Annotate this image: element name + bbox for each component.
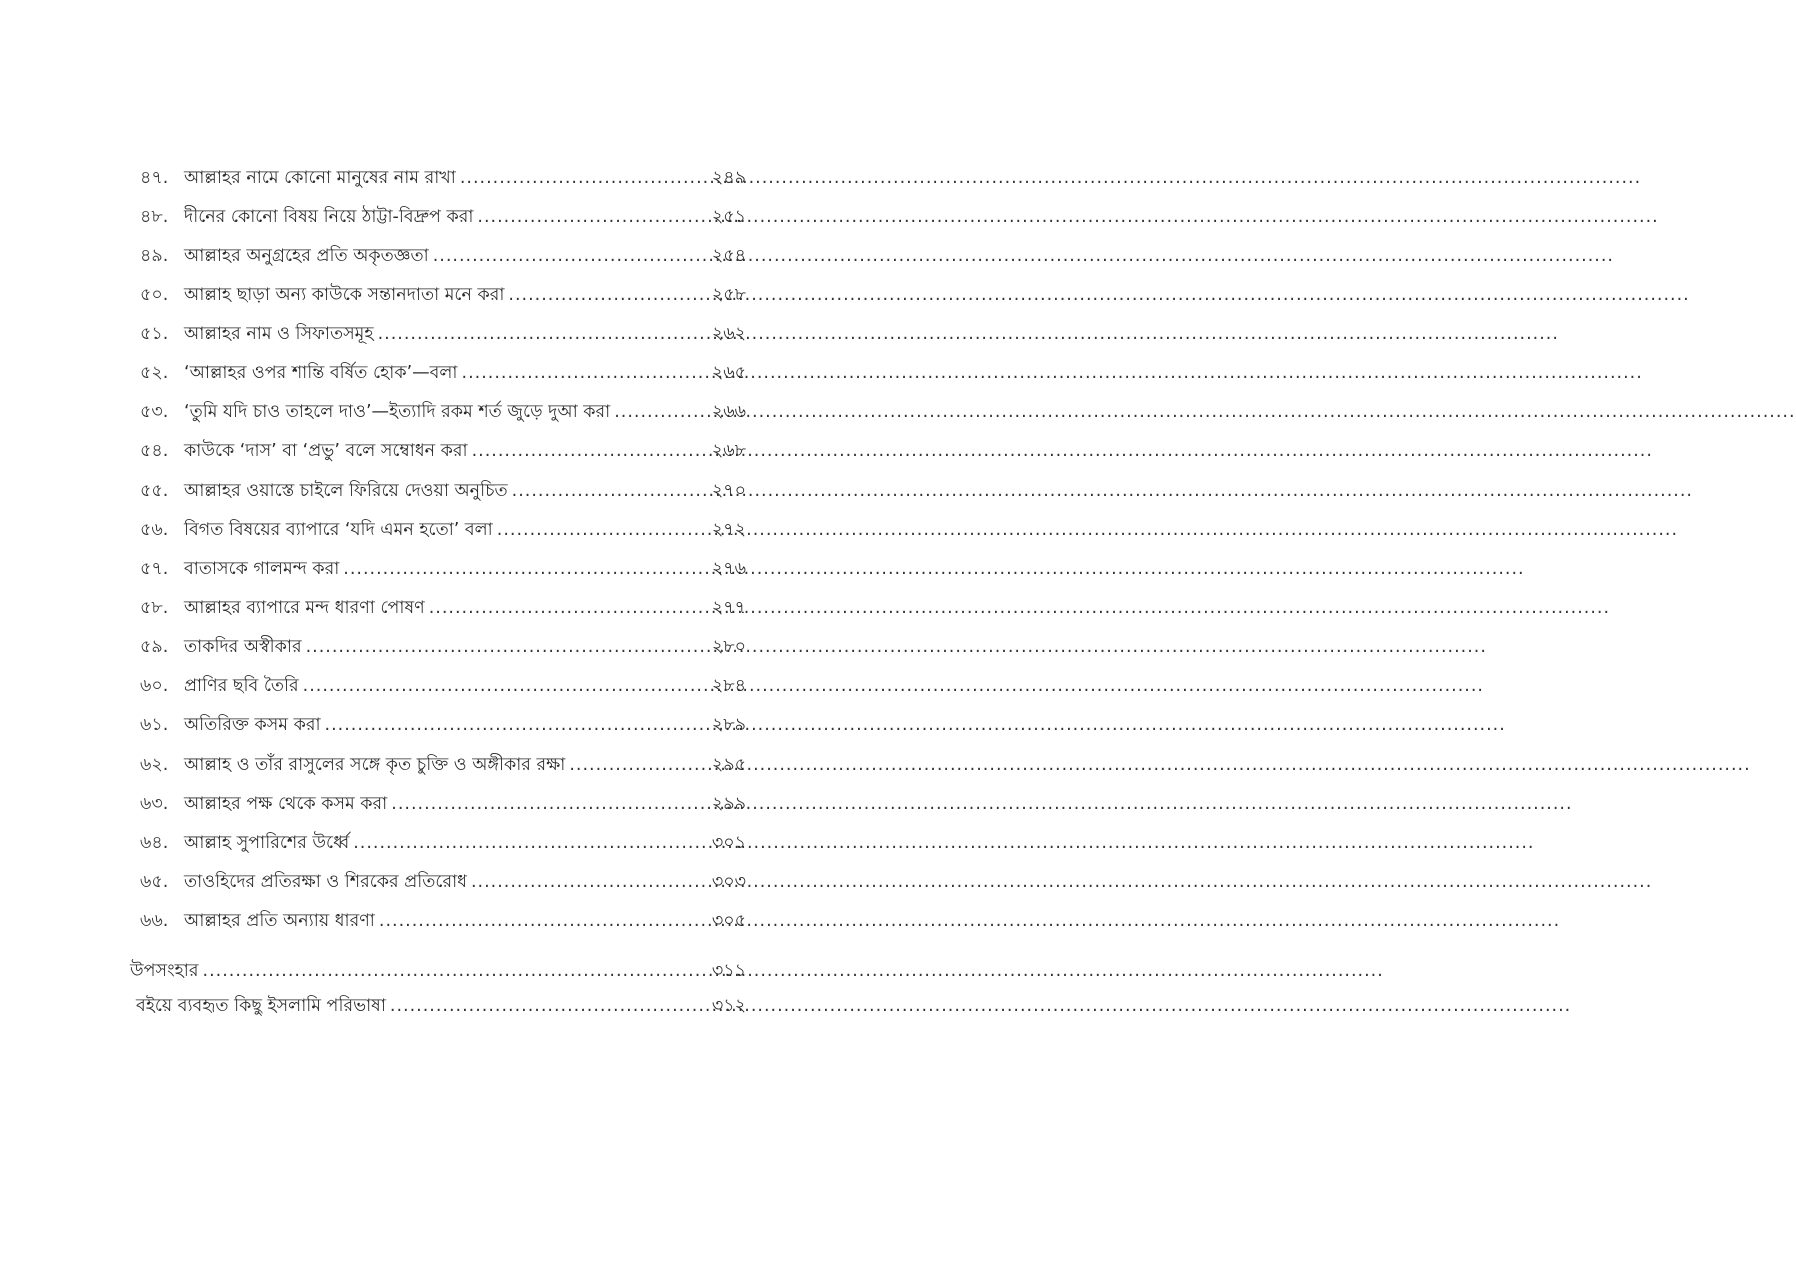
entry-title: আল্লাহর পক্ষ থেকে কসম করা [184, 794, 388, 814]
dot-leader [306, 632, 708, 662]
dot-leader [325, 710, 708, 740]
entry-number: ৫১. [140, 324, 169, 344]
entry-title: উপসংহার [130, 961, 199, 981]
dot-leader [433, 241, 708, 271]
page-number: ২৫৮ [711, 285, 746, 305]
entry-title: আল্লাহ ও তাঁর রাসুলের সঙ্গে কৃত চুক্তি ও অঙ্গীকার রক্ষা [184, 755, 566, 775]
dot-leader [343, 554, 708, 584]
table-of-contents [0, 0, 869, 1267]
toc-entry [140, 476, 746, 506]
dot-leader [614, 397, 708, 427]
dot-leader [460, 163, 708, 193]
page-number: ৩১২ [711, 996, 746, 1016]
entry-number: ৫২. [140, 363, 169, 383]
page-number: ২৯৯ [711, 794, 746, 814]
page-number: ২৬৮ [711, 441, 746, 461]
entry-title: কাউকে ‘দাস’ বা ‘প্রভু’ বলে সম্বোধন করা [184, 441, 468, 461]
dot-leader [569, 750, 708, 780]
entry-title: আল্লাহর ওয়াস্তে চাইলে ফিরিয়ে দেওয়া অনুচিত [184, 481, 508, 501]
dot-leader [472, 436, 708, 466]
entry-number: ৪৭. [140, 168, 169, 188]
entry-title: ‘তুমি যদি চাও তাহলে দাও’—ইত্যাদি রকম শর্ত জুড়ে দুআ করা [184, 402, 611, 422]
page-number: ৩১১ [711, 961, 746, 981]
entry-number: ৪৮. [140, 207, 169, 227]
entry-title: বিগত বিষয়ের ব্যাপারে ‘যদি এমন হতো’ বলা [184, 520, 493, 540]
toc-entry [140, 710, 746, 740]
toc-entry [140, 163, 746, 193]
entry-number: ৫৯. [140, 637, 169, 657]
toc-entry [140, 671, 746, 701]
toc-entry [140, 515, 746, 545]
page-number: ২৮০ [711, 637, 746, 657]
entry-number: ৫৩. [140, 402, 169, 422]
entry-number: ৪৯. [140, 246, 169, 266]
toc-appendix-entry [130, 956, 746, 986]
toc-entry [140, 397, 746, 427]
toc-entry [140, 554, 746, 584]
toc-appendix-entry [136, 991, 746, 1021]
entry-number: ৫৮. [140, 598, 169, 618]
page-number: ২৬৬ [711, 402, 746, 422]
page-number: ২৭৬ [711, 559, 746, 579]
dot-leader [497, 515, 708, 545]
entry-number: ৫০. [140, 285, 169, 305]
entry-title: তাকদির অস্বীকার [184, 637, 302, 657]
entry-title: দীনের কোনো বিষয় নিয়ে ঠাট্টা-বিদ্রুপ করা [184, 207, 474, 227]
entry-number: ৬৪. [140, 833, 169, 853]
toc-entry [140, 202, 746, 232]
entry-title: আল্লাহর ব্যাপারে মন্দ ধারণা পোষণ [184, 598, 425, 618]
dot-leader [303, 671, 708, 701]
toc-entry [140, 280, 746, 310]
toc-entry [140, 593, 746, 623]
entry-title: আল্লাহর অনুগ্রহের প্রতি অকৃতজ্ঞতা [184, 246, 429, 266]
toc-entry [140, 241, 746, 271]
page-number: ২৯৫ [711, 755, 746, 775]
dot-leader [462, 358, 708, 388]
entry-number: ৫৫. [140, 481, 169, 501]
entry-number: ৫৬. [140, 520, 169, 540]
page-number: ২৭২ [711, 520, 746, 540]
dot-leader [477, 202, 708, 232]
page-number: ২৮৯ [711, 715, 746, 735]
toc-entry [140, 828, 746, 858]
page-number: ৩০৫ [711, 911, 746, 931]
dot-leader [471, 867, 708, 897]
toc-entry [140, 632, 746, 662]
page-number: ২৬৫ [711, 363, 746, 383]
page-number: ৩০৩ [711, 872, 746, 892]
toc-entry [140, 358, 746, 388]
dot-leader [508, 280, 707, 310]
page-number: ২৫১ [711, 207, 746, 227]
entry-title: আল্লাহর প্রতি অন্যায় ধারণা [184, 911, 375, 931]
entry-number: ৫৪. [140, 441, 169, 461]
dot-leader [353, 828, 708, 858]
page-number: ২৮৪ [711, 676, 746, 696]
entry-title: তাওহিদের প্রতিরক্ষা ও শিরকের প্রতিরোধ [184, 872, 467, 892]
page-number: ২৪৯ [711, 168, 746, 188]
entry-number: ৬৩. [140, 794, 169, 814]
entry-number: ৬৫. [140, 872, 169, 892]
entry-title: প্রাণির ছবি তৈরি [184, 676, 299, 696]
toc-entry [140, 436, 746, 466]
entry-title: আল্লাহ ছাড়া অন্য কাউকে সন্তানদাতা মনে করা [184, 285, 505, 305]
page-number: ৩০১ [711, 833, 746, 853]
entry-title: অতিরিক্ত কসম করা [184, 715, 321, 735]
page-number: ২৭৭ [711, 598, 746, 618]
page-number: ২৬২ [711, 324, 746, 344]
dot-leader [203, 956, 708, 986]
toc-entry [140, 319, 746, 349]
toc-entry [140, 789, 746, 819]
entry-number: ৬১. [140, 715, 169, 735]
entry-title: বইয়ে ব্যবহৃত কিছু ইসলামি পরিভাষা [136, 996, 386, 1016]
toc-entry [140, 906, 746, 936]
entry-title: আল্লাহর নাম ও সিফাতসমূহ [184, 324, 374, 344]
dot-leader [512, 476, 708, 506]
dot-leader [391, 789, 708, 819]
toc-entry [140, 750, 746, 780]
entry-number: ৫৭. [140, 559, 169, 579]
entry-number: ৬০. [140, 676, 169, 696]
page-number: ২৫৪ [711, 246, 746, 266]
toc-entry [140, 867, 746, 897]
entry-title: আল্লাহ সুপারিশের উর্ধ্বে [184, 833, 350, 853]
entry-number: ৬৬. [140, 911, 169, 931]
page-number: ২৭০ [711, 481, 746, 501]
entry-title: ‘আল্লাহর ওপর শান্তি বর্ষিত হোক’—বলা [184, 363, 458, 383]
dot-leader [379, 906, 708, 936]
dot-leader [390, 991, 708, 1021]
dot-leader [378, 319, 708, 349]
entry-title: বাতাসকে গালমন্দ করা [184, 559, 340, 579]
entry-number: ৬২. [140, 755, 169, 775]
dot-leader [429, 593, 708, 623]
entry-title: আল্লাহর নামে কোনো মানুষের নাম রাখা [184, 168, 456, 188]
